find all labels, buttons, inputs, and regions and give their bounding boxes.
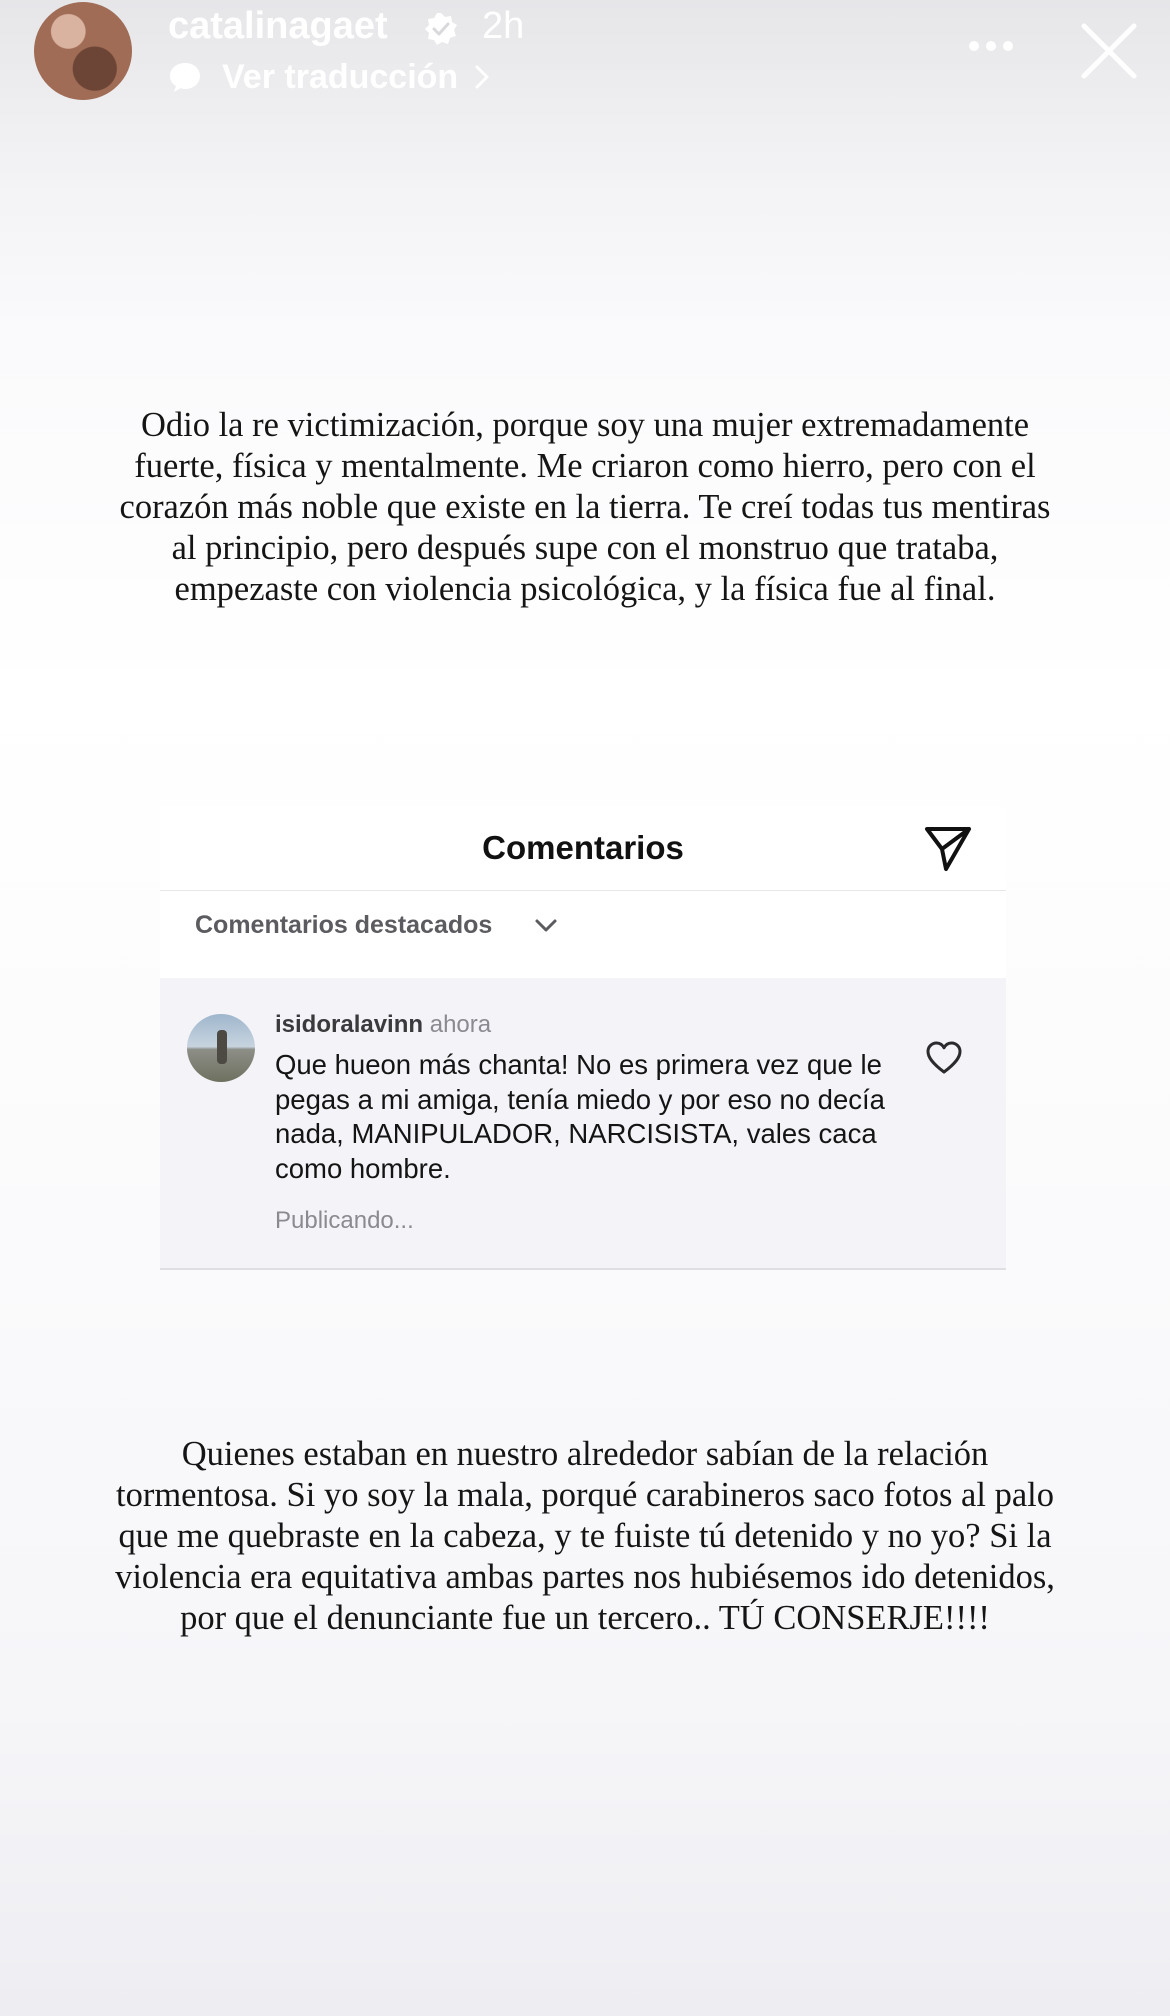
more-dots-icon[interactable] <box>966 38 1016 54</box>
story-timestamp: 2h <box>482 5 525 47</box>
translate-link[interactable] <box>168 54 492 100</box>
send-icon[interactable] <box>922 822 974 874</box>
translate-label: Ver traducción <box>222 57 459 96</box>
comment-meta <box>275 1008 491 1042</box>
story-text-bottom: Quienes estaban en nuestro alrededor sabían de la relación tormentosa. Si yo soy la mala, porqué carabineros saco fotos al palo que me quebraste en la cabeza, y te fuiste tú detenido y no yo? Si la violencia era equitativa ambas partes nos hubiésemos ido detenidos, por que el denunciante fue un tercero.. TÚ CONSERJE!!!! <box>115 1435 1055 1637</box>
comment-text: Que hueon más chanta! No es primera vez que le pegas a mi amiga, tenía miedo y por eso no decía nada, MANIPULADOR, NARCISISTA, vales caca como hombre. <box>275 1049 885 1184</box>
comments-title: Comentarios <box>482 829 684 866</box>
chevron-right-icon <box>472 64 492 90</box>
sort-label: Comentarios destacados <box>195 911 493 939</box>
comment-item <box>160 978 1006 1270</box>
comments-header <box>160 806 1006 891</box>
heart-icon[interactable] <box>926 1040 962 1076</box>
comments-screenshot <box>160 806 1006 1269</box>
profile-avatar[interactable] <box>34 2 132 100</box>
story-username[interactable]: catalinagaet <box>168 5 388 47</box>
comments-sort-dropdown[interactable] <box>160 891 1006 977</box>
commenter-username[interactable]: isidoralavinn <box>275 1011 424 1038</box>
comment-status: Publicando... <box>275 1207 414 1234</box>
commenter-avatar[interactable] <box>187 1014 255 1082</box>
chevron-down-icon <box>534 918 558 934</box>
verified-badge-icon <box>424 12 458 46</box>
comment-time: ahora <box>429 1011 492 1038</box>
speech-bubble-icon <box>168 60 202 94</box>
close-icon[interactable] <box>1078 20 1140 82</box>
story-text-top: Odio la re victimización, porque soy una mujer extremadamente fuerte, física y mentalmente. Me criaron como hierro, pero con el corazón más noble que existe en la tierra. Te creí todas tus mentiras al principio, pero después supe con el monstruo que trataba, empezaste con violencia psicológica, y la física fue al final. <box>119 406 1051 608</box>
